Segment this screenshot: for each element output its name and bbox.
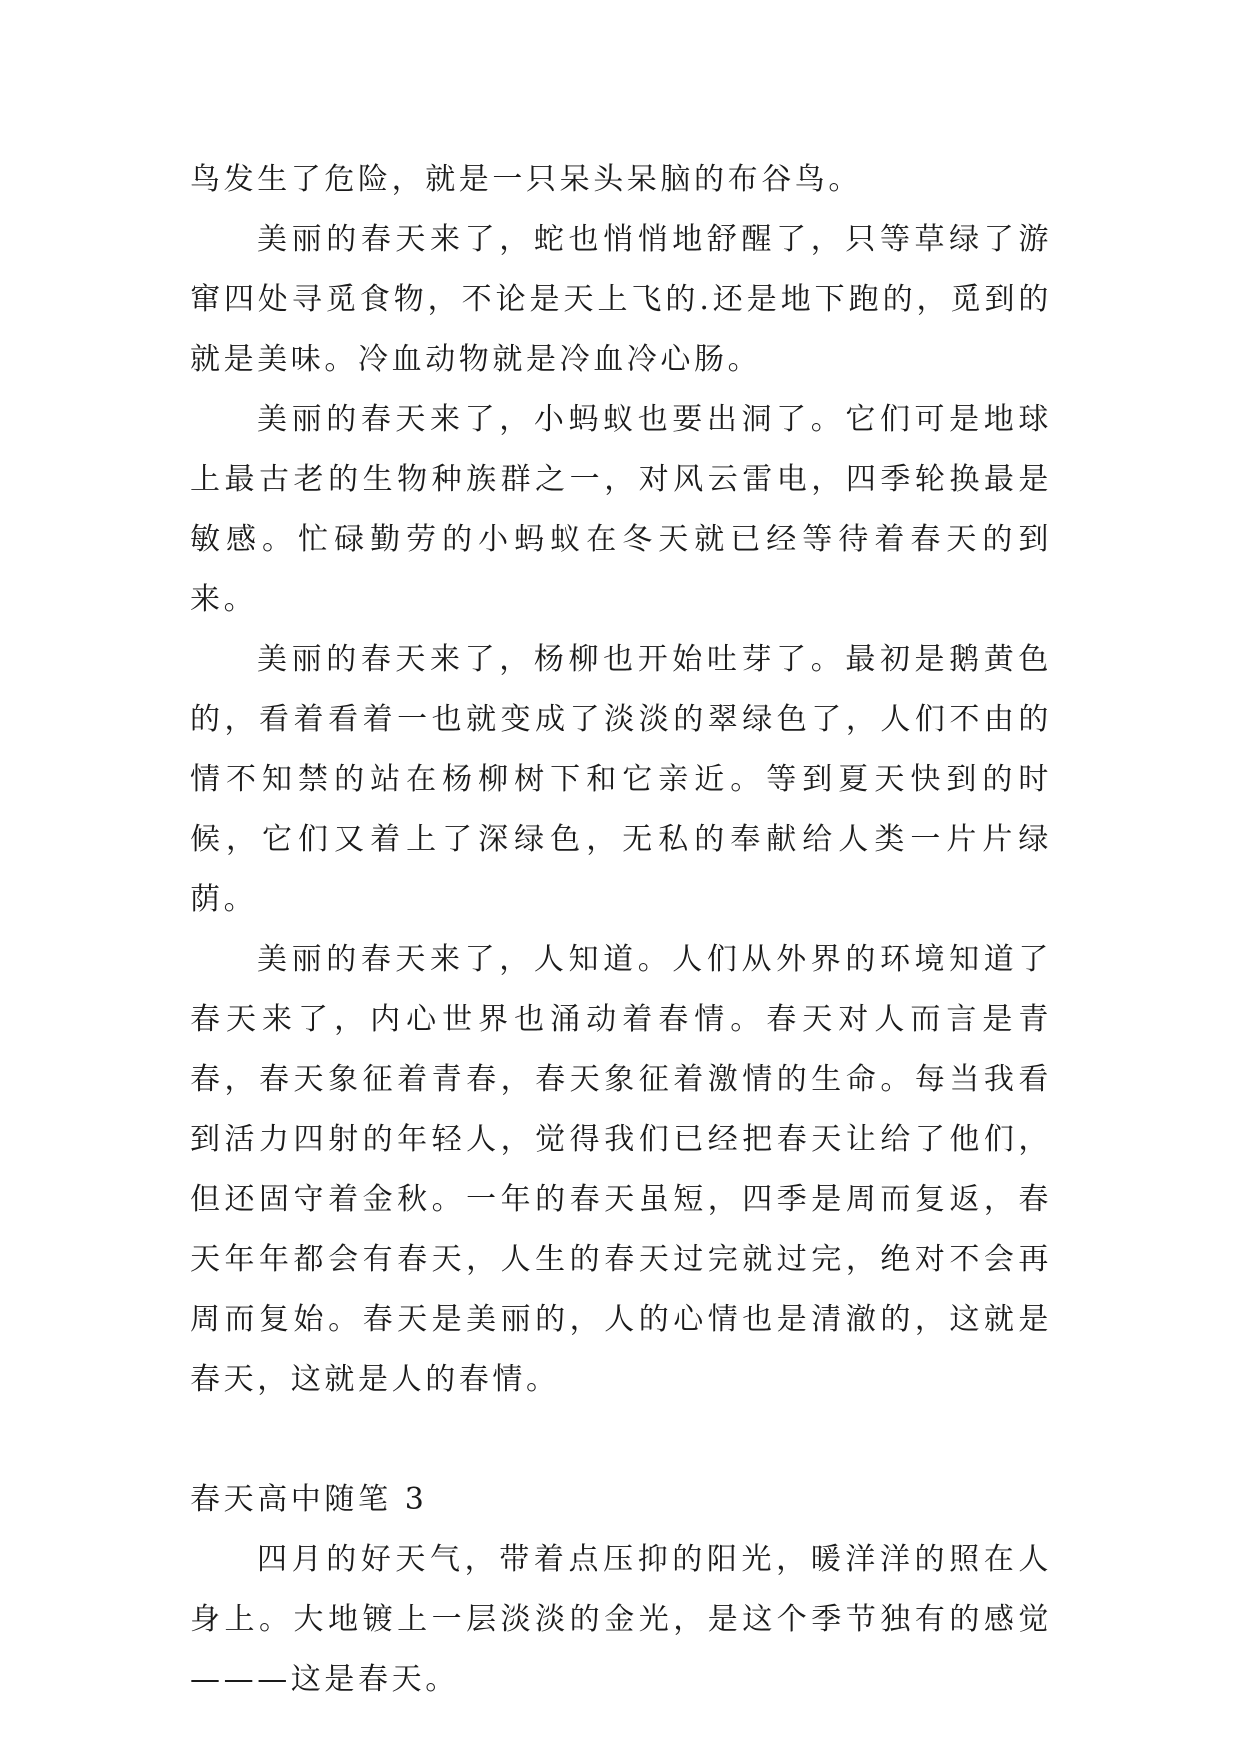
paragraph-willow: 美丽的春天来了，杨柳也开始吐芽了。最初是鹅黄色的，看着看着一也就变成了淡淡的翠绿色了，人们不由的情不知禁的站在杨柳树下和它亲近。等到夏天快到的时候，它们又着上了深绿色，无私的奉献给人类一片片绿荫。: [190, 642, 1052, 917]
paragraph-people: 美丽的春天来了，人知道。人们从外界的环境知道了春天来了，内心世界也涌动着春情。春天对人而言是青春，春天象征着青春，春天象征着激情的生命。每当我看到活力四射的年轻人，觉得我们已经把春天让给了他们，但还固守着金秋。一年的春天虽短，四季是周而复返，春天年年都会有春天，人生的春天过完就过完，绝对不会再周而复始。春天是美丽的，人的心情也是清澈的，这就是春天，这就是人的春情。: [190, 942, 1052, 1397]
paragraph-continued: 鸟发生了危险，就是一只呆头呆脑的布谷鸟。: [190, 162, 862, 197]
section-gap: [190, 1410, 1052, 1470]
paragraph-ants: 美丽的春天来了，小蚂蚁也要出洞了。它们可是地球上最古老的生物种族群之一，对风云雷电，四季轮换最是敏感。忙碌勤劳的小蚂蚁在冬天就已经等待着春天的到来。: [190, 402, 1052, 617]
paragraph-snake: 美丽的春天来了，蛇也悄悄地舒醒了，只等草绿了游窜四处寻觅食物，不论是天上飞的.还是地下跑的，觅到的就是美味。冷血动物就是冷血冷心肠。: [190, 222, 1052, 377]
section-title: 春天高中随笔 3: [190, 1482, 428, 1517]
document-page: [190, 150, 1052, 1710]
paragraph-april: 四月的好天气，带着点压抑的阳光，暖洋洋的照在人身上。大地镀上一层淡淡的金光，是这个季节独有的感觉———这是春天。: [190, 1542, 1052, 1697]
